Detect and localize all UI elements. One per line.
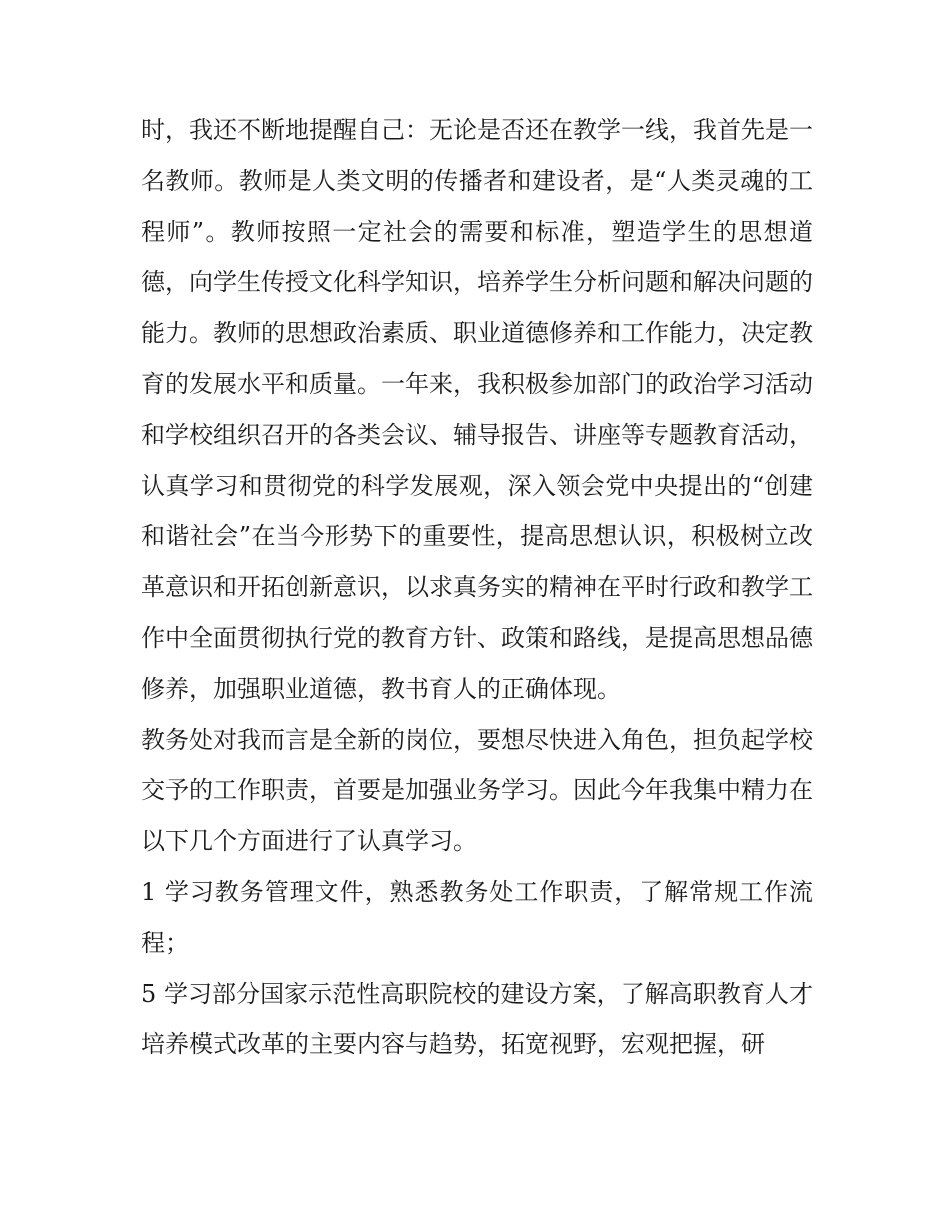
paragraph-new-position: 教务处对我而言是全新的岗位，要想尽快进入角色，担负起学校交予的工作职责，首要是加强业务学习。因此今年我集中精力在以下几个方面进行了认真学习。 (141, 725, 813, 856)
paragraph-moral-education: 时，我还不断地提醒自己：无论是否还在教学一线，我首先是一名教师。教师是人类文明的传播者和建设者，是“人类灵魂的工程师”。教师按照一定社会的需要和标准，塑造学生的思想道德，向学生传授文化科学知识，培养学生分析问题和解决问题的能力。教师的思想政治素质、职业道德修养和工作能力，决定教育的发展水平和质量。一年来，我积极参加部门的政治学习活动和学校组织召开的各类会议、辅导报告、讲座等专题教育活动，认真学习和贯彻党的科学发展观，深入领会党中央提出的“创建和谐社会”在当今形势下的重要性，提高思想认识，积极树立改革意识和开拓创新意识，以求真务实的精神在平时行政和教学工作中全面贯彻执行党的教育方针、政策和路线，是提高思想品德修养，加强职业道德，教书育人的正确体现。 (141, 116, 813, 703)
document-body (141, 105, 813, 1070)
list-item-5: 5 学习部分国家示范性高职院校的建设方案，了解高职教育人才培养模式改革的主要内容与趋势，拓宽视野，宏观把握，研 (141, 979, 813, 1059)
list-item-1: 1 学习教务管理文件，熟悉教务处工作职责，了解常规工作流程； (141, 877, 813, 957)
